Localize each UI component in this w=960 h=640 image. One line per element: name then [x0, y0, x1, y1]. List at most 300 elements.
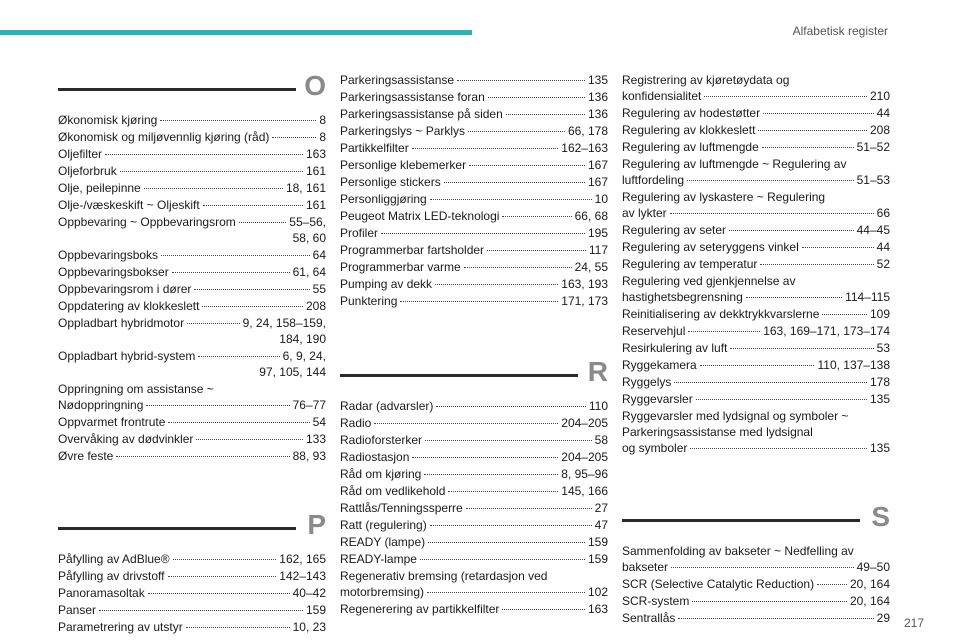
dot-leader: [670, 212, 874, 214]
index-entry-row: [58, 397, 326, 413]
index-entry: [58, 264, 326, 280]
index-entry-pages: 20, 164: [849, 577, 890, 591]
index-entry-pages: 52: [876, 257, 890, 271]
index-entries-r-cont: [622, 72, 890, 456]
index-entry-title: Reinitialisering av dekktrykkvarslerne: [622, 307, 820, 321]
index-entry-title: Olje, peilepinne: [58, 181, 141, 195]
index-entry-row: [58, 112, 326, 128]
index-entry-title: READY (lampe): [340, 535, 426, 549]
index-entry: [340, 466, 608, 482]
index-entry-pages: 136: [587, 90, 608, 104]
index-entry-row: [58, 431, 326, 447]
index-entry-title: Påfylling av AdBlue®: [58, 552, 170, 566]
index-entry-title: konfidensialitet: [622, 89, 702, 103]
dot-leader: [688, 330, 760, 332]
index-entry: [622, 189, 890, 221]
index-entry: [622, 256, 890, 272]
index-entry-title: Regulering av klokkeslett: [622, 123, 756, 137]
index-entry-row: [340, 157, 608, 173]
index-entry-pages: 88, 93: [292, 449, 326, 463]
index-entry: [340, 89, 608, 105]
index-entry-pages: 142–143: [279, 569, 326, 583]
index-entry-pages: 40–42: [292, 586, 326, 600]
index-entry-title: Resirkulering av luft: [622, 341, 728, 355]
index-entry: [340, 432, 608, 448]
index-entry-pages: 135: [869, 392, 890, 406]
dot-leader: [466, 507, 592, 509]
index-entry-row: [340, 432, 608, 448]
dot-leader: [168, 575, 277, 577]
dot-leader: [172, 271, 290, 273]
dot-leader: [678, 617, 873, 619]
index-entry-pages: 136: [587, 107, 608, 121]
index-entry: [58, 619, 326, 635]
index-entry-title: Sentrallås: [622, 611, 676, 625]
dot-leader: [802, 246, 874, 248]
dot-leader: [420, 558, 585, 560]
index-entry: [58, 602, 326, 618]
index-entry-row: [340, 517, 608, 533]
index-entry-row: [340, 123, 608, 139]
index-entry-pages: 44–45: [856, 223, 890, 237]
index-entry-row: [340, 89, 608, 105]
index-entry-pages: 10: [594, 192, 608, 206]
index-entry-title: Overvåking av dødvinkler: [58, 432, 194, 446]
index-entry-pages: 102: [587, 585, 608, 599]
section-heading-p: [58, 509, 326, 549]
dot-leader: [168, 421, 309, 423]
index-entry: [58, 214, 326, 246]
index-entry-title: Radar (advarsler): [340, 399, 434, 413]
index-entry-row: [340, 72, 608, 88]
index-entry-pages: 55–56,: [289, 215, 326, 229]
index-entries-o: [58, 112, 326, 464]
index-entry-row: [340, 225, 608, 241]
section-rule: [58, 527, 296, 530]
index-entry-pages: 163: [587, 602, 608, 616]
index-entry-row: [622, 391, 890, 407]
index-entries-p: [58, 551, 326, 635]
dot-leader: [381, 232, 585, 234]
index-entry: [622, 391, 890, 407]
index-entry-row: [340, 140, 608, 156]
index-entry-pages: 171, 173: [561, 294, 608, 308]
index-entry-title: Råd om kjøring: [340, 467, 422, 481]
dot-leader: [144, 187, 283, 189]
index-entry-row: [340, 259, 608, 275]
index-entry-pages: 204–205: [561, 416, 608, 430]
index-entry-pages: 51–53: [856, 173, 890, 187]
section-letter: O: [304, 70, 326, 101]
index-entry-title: Råd om vedlikehold: [340, 484, 446, 498]
index-entry-title: luftfordeling: [622, 173, 685, 187]
index-entry-row: [622, 88, 890, 104]
index-entry-row: [622, 289, 890, 305]
index-entry: [340, 123, 608, 139]
dot-leader: [690, 447, 867, 449]
index-entry-pages: 210: [869, 89, 890, 103]
index-entry-row: [340, 106, 608, 122]
index-entry-title: Panser: [58, 603, 97, 617]
index-entry-title: Personlige klebemerker: [340, 158, 467, 172]
index-entry-row: [622, 440, 890, 456]
index-entry-row: [340, 449, 608, 465]
index-entry-pages: 49–50: [856, 560, 890, 574]
dot-leader: [412, 147, 559, 149]
index-entry: [340, 398, 608, 414]
index-entry: [340, 140, 608, 156]
index-entry-pages: 47: [594, 518, 608, 532]
index-entry: [622, 156, 890, 188]
dot-leader: [105, 153, 303, 155]
index-entry: [340, 242, 608, 258]
index-entry-pages: 27: [594, 501, 608, 515]
index-entry-title: hastighetsbegrensning: [622, 290, 743, 304]
dot-leader: [161, 254, 310, 256]
index-entry-title: Panoramasoltak: [58, 586, 145, 600]
index-entry-prefix: Registrering av kjøretøydata og: [622, 73, 790, 87]
index-entry: [340, 191, 608, 207]
index-entry: [622, 593, 890, 609]
index-entry: [622, 122, 890, 138]
dot-leader: [428, 541, 585, 543]
index-entry-row: [340, 191, 608, 207]
dot-leader: [506, 113, 585, 115]
index-entry: [340, 293, 608, 309]
section-heading-o: [58, 70, 326, 110]
index-entry-title: Ryggekamera: [622, 358, 697, 372]
index-entry-pages: 135: [587, 73, 608, 87]
index-entry: [622, 357, 890, 373]
dot-leader: [374, 422, 558, 424]
dot-leader: [448, 490, 558, 492]
index-entry-row: [58, 197, 326, 213]
index-entry-pages: 163, 169–171, 173–174: [763, 324, 890, 338]
index-entry: [58, 381, 326, 413]
index-entry: [58, 348, 326, 380]
page-number: 217: [903, 616, 924, 630]
index-entry: [622, 576, 890, 592]
index-entry: [622, 543, 890, 575]
section-heading-s: [622, 501, 890, 541]
index-entry-pages: 66: [876, 206, 890, 220]
index-entry-row: [622, 374, 890, 390]
index-entry-row: [340, 534, 608, 550]
index-entry: [622, 306, 890, 322]
index-entry-pages: 20, 164: [849, 594, 890, 608]
dot-leader: [436, 405, 585, 407]
index-entry-row: [622, 593, 890, 609]
index-entry: [58, 129, 326, 145]
index-entry-pages: 54: [312, 415, 326, 429]
index-entry-title: Nødoppringning: [58, 398, 144, 412]
index-entry-title: Oppladbart hybrid-system: [58, 349, 196, 363]
index-entry-prefix: Regulering av lyskastere ~ Regulering: [622, 190, 826, 204]
index-entry-pages: 64: [312, 248, 326, 262]
index-entry-title: Radiostasjon: [340, 450, 410, 464]
index-entry-row: [58, 585, 326, 601]
index-entry: [340, 449, 608, 465]
index-entry-row: [340, 483, 608, 499]
section-rule: [340, 374, 578, 377]
dot-leader: [202, 305, 303, 307]
index-entry-row: [58, 247, 326, 263]
index-entry-title: Oppdatering av klokkeslett: [58, 299, 200, 313]
index-entry-title: Parametrering av utstyr: [58, 620, 183, 634]
dot-leader: [203, 204, 303, 206]
index-entry-title: motorbremsing): [340, 585, 425, 599]
dot-leader: [502, 608, 585, 610]
index-entry-row: [622, 122, 890, 138]
dot-leader: [424, 473, 558, 475]
dot-leader: [700, 364, 815, 366]
index-entry-pages: 195: [587, 226, 608, 240]
index-entry: [340, 72, 608, 88]
index-entry: [58, 298, 326, 314]
index-entry: [622, 408, 890, 456]
index-entry-pages: 61, 64: [292, 265, 326, 279]
index-entry-pages: 29: [876, 611, 890, 625]
index-entry-row: [58, 163, 326, 179]
index-entry-prefix: Regulering ved gjenkjennelse av: [622, 274, 796, 288]
dot-leader: [692, 600, 847, 602]
index-entry-title: READY-lampe: [340, 552, 417, 566]
index-entry-pages: 55: [312, 282, 326, 296]
index-entry-title: Ryggevarsler: [622, 392, 693, 406]
index-entry-title: Reservehjul: [622, 324, 686, 338]
index-entry-prefix: Regenerativ bremsing (retardasjon ved: [340, 569, 548, 583]
dot-leader: [457, 79, 585, 81]
index-entry-title: Parkeringsassistanse foran: [340, 90, 485, 104]
index-entry-pages: 110: [588, 399, 608, 413]
index-entry-pages: 51–52: [856, 140, 890, 154]
index-entry: [340, 208, 608, 224]
index-entry-row: [622, 306, 890, 322]
dot-leader: [817, 583, 847, 585]
index-entry-row: [622, 139, 890, 155]
dot-leader: [671, 566, 854, 568]
index-entry-pages: 8: [319, 113, 326, 127]
index-entry-pages: 9, 24, 158–159,: [242, 316, 326, 330]
index-entry-row: [622, 105, 890, 121]
index-entry-pages: 204–205: [561, 450, 608, 464]
index-entry-pages-continued: 58, 60: [292, 231, 326, 245]
index-entry-pages: 208: [305, 299, 326, 313]
index-entry-pages: 162–163: [561, 141, 608, 155]
index-entry: [340, 259, 608, 275]
index-entry-row: [340, 276, 608, 292]
index-entry-pages: 18, 161: [285, 181, 326, 195]
index-entry-title: Regulering av hodestøtter: [622, 106, 761, 120]
dot-leader: [239, 221, 287, 223]
index-entry-row: [58, 568, 326, 584]
index-entry-row: [58, 315, 326, 331]
dot-leader: [412, 456, 558, 458]
dot-leader: [468, 130, 565, 132]
index-entry-row: [622, 357, 890, 373]
dot-leader: [674, 381, 867, 383]
index-entry: [340, 106, 608, 122]
dot-leader: [425, 439, 592, 441]
dot-leader: [160, 119, 316, 121]
index-entry: [340, 517, 608, 533]
index-entry: [58, 585, 326, 601]
index-entry: [622, 323, 890, 339]
index-entry-title: Regulering av seteryggens vinkel: [622, 240, 799, 254]
dot-leader: [196, 438, 303, 440]
index-entry-title: Pumping av dekk: [340, 277, 433, 291]
index-entry-title: Regulering av seter: [622, 223, 727, 237]
index-entry-row: [622, 323, 890, 339]
index-entry: [340, 276, 608, 292]
section-letter: S: [871, 501, 890, 532]
index-entry-title: SCR-system: [622, 594, 690, 608]
page-header-title: Alfabetisk register: [792, 24, 888, 38]
index-entry: [58, 247, 326, 263]
index-entry-row: [340, 466, 608, 482]
index-entry-pages: 159: [587, 535, 608, 549]
index-entry-pages-continued: 184, 190: [279, 332, 326, 346]
index-entry-prefix: Regulering av luftmengde ~ Regulering av: [622, 157, 847, 171]
index-entry-row: [58, 298, 326, 314]
index-entry: [340, 500, 608, 516]
index-entry: [58, 281, 326, 297]
index-entry: [340, 157, 608, 173]
index-entry-pages: 66, 68: [574, 209, 608, 223]
index-entry: [340, 174, 608, 190]
dot-leader: [758, 129, 867, 131]
index-entry-row: [58, 602, 326, 618]
index-entry-pages: 163: [305, 147, 326, 161]
index-entry-title: Peugeot Matrix LED-teknologi: [340, 209, 500, 223]
index-entry-row: [58, 448, 326, 464]
index-entry-title: Øvre feste: [58, 449, 114, 463]
index-entry-row: [340, 584, 608, 600]
index-entry-row: [340, 398, 608, 414]
index-entry-row: [58, 264, 326, 280]
index-entry-title: Ratt (regulering): [340, 518, 427, 532]
index-entry-title: Programmerbar varme: [340, 260, 461, 274]
index-entry-pages: 167: [587, 158, 608, 172]
dot-leader: [400, 300, 558, 302]
index-entry-pages: 145, 166: [561, 484, 608, 498]
index-entries-p-cont: [340, 72, 608, 309]
index-entry-pages: 44: [876, 240, 890, 254]
index-entry-pages: 178: [869, 375, 890, 389]
dot-leader: [763, 112, 874, 114]
index-entry-row: [58, 180, 326, 196]
index-entry-row: [340, 415, 608, 431]
index-entries-r: [340, 398, 608, 617]
index-entry: [340, 483, 608, 499]
index-entry-pages: 161: [305, 198, 326, 212]
index-entry: [622, 610, 890, 626]
index-entry-row: [340, 208, 608, 224]
dot-leader: [173, 558, 277, 560]
index-entry-row: [58, 619, 326, 635]
index-entry-title: Olje-/væskeskift ~ Oljeskift: [58, 198, 200, 212]
index-entry-row: [58, 348, 326, 364]
index-entry-pages: 161: [305, 164, 326, 178]
index-entry: [58, 163, 326, 179]
index-column-1: [58, 70, 326, 636]
index-entry-title: Oppbevaringsboks: [58, 248, 159, 262]
index-entry-prefix: Oppringning om assistanse ~: [58, 382, 214, 396]
index-entry: [622, 239, 890, 255]
index-entry: [58, 414, 326, 430]
index-entry: [340, 415, 608, 431]
index-entry-pages: 114–115: [845, 290, 890, 304]
index-entry: [622, 72, 890, 104]
index-entry-row: [58, 281, 326, 297]
index-entry-pages: 6, 9, 24,: [282, 349, 326, 363]
dot-leader: [822, 313, 867, 315]
index-entry-row: [58, 214, 326, 230]
index-entry-pages: 66, 178: [567, 124, 608, 138]
index-entry: [340, 568, 608, 600]
index-entry: [622, 340, 890, 356]
index-entry-pages: 109: [869, 307, 890, 321]
index-entry-title: Parkeringsassistanse på siden: [340, 107, 503, 121]
dot-leader: [760, 263, 873, 265]
index-entry-row: [58, 129, 326, 145]
index-entry-title: Parkeringslys ~ Parklys: [340, 124, 466, 138]
index-entry: [58, 568, 326, 584]
index-entry-title: Oljefilter: [58, 147, 103, 161]
index-entry-row: [622, 340, 890, 356]
section-heading-r: [340, 356, 608, 396]
index-entry-title: Oppladbart hybridmotor: [58, 316, 185, 330]
index-entry-prefix: Ryggevarsler med lydsignal og symboler ~: [622, 409, 849, 423]
index-entry-pages: 162, 165: [279, 552, 326, 566]
index-entry-pages: 76–77: [292, 398, 326, 412]
index-entry-title: og symboler: [622, 441, 688, 455]
index-entry-title: bakseter: [622, 560, 669, 574]
index-entry-pages: 159: [587, 552, 608, 566]
section-letter: R: [587, 356, 608, 387]
dot-leader: [272, 136, 316, 138]
dot-leader: [487, 249, 586, 251]
index-entry-pages: 44: [876, 106, 890, 120]
index-entry-row: [340, 601, 608, 617]
dot-leader: [186, 626, 290, 628]
index-entry: [340, 225, 608, 241]
section-rule: [622, 519, 860, 522]
index-column-2: [340, 70, 608, 618]
dot-leader: [464, 266, 572, 268]
header-accent-bar: [0, 30, 472, 35]
index-entry-title: Punktering: [340, 294, 398, 308]
index-entry: [58, 146, 326, 162]
index-entry: [622, 222, 890, 238]
index-entry-title: Oppvarmet frontrute: [58, 415, 166, 429]
index-entry-pages: 53: [876, 341, 890, 355]
dot-leader: [762, 146, 854, 148]
index-column-3: [622, 70, 890, 627]
index-entry-row: [622, 559, 890, 575]
index-entry-title: Programmerbar fartsholder: [340, 243, 485, 257]
index-entry-title: Ryggelys: [622, 375, 672, 389]
index-entry-title: Påfylling av drivstoff: [58, 569, 165, 583]
dot-leader: [187, 322, 240, 324]
index-entry-title: Radioforsterker: [340, 433, 423, 447]
index-entry-title: Oppbevaringsbokser: [58, 265, 169, 279]
dot-leader: [746, 296, 842, 298]
index-entry-row: [340, 500, 608, 516]
index-entry-row: [58, 146, 326, 162]
index-entry-row: [622, 256, 890, 272]
index-entry-row: [622, 239, 890, 255]
